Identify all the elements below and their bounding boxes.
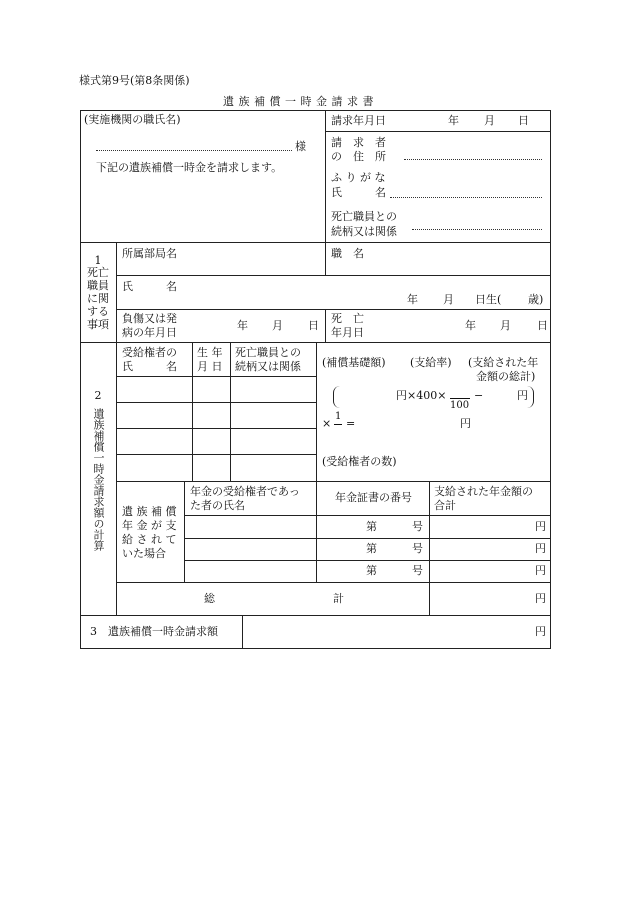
rule-total-top	[116, 582, 551, 583]
table-border-top	[80, 110, 551, 111]
pension-col-total-2: 合計	[434, 499, 456, 512]
cert-row2-dai: 第	[366, 542, 377, 555]
col-recipient-2: 氏 名	[122, 360, 177, 373]
claimant-name-field[interactable]	[390, 197, 542, 198]
injury-date-label-2: 病の年月日	[122, 326, 177, 339]
section2-number: 2	[94, 389, 102, 402]
rule-pension-col1	[184, 481, 185, 582]
furigana-label: ふ り が な	[331, 171, 386, 184]
death-date-label-1: 死 亡	[331, 312, 364, 325]
recipient-count-label: (受給権者の数)	[322, 455, 397, 468]
pension-case-3: 給 さ れ て	[122, 533, 177, 546]
pension-col-name-1: 年金の受給権者であっ	[190, 485, 300, 498]
cert-row3-go: 号	[412, 564, 423, 577]
formula-eq: =	[346, 417, 356, 430]
pension-case-1: 遺 族 補 償	[122, 505, 177, 518]
col-recipient-1: 受給権者の	[122, 346, 177, 359]
rule-recipient-row2	[116, 402, 316, 403]
rule-side-column	[116, 242, 117, 615]
post-label: 職 名	[331, 247, 364, 260]
death-day: 日	[537, 319, 548, 332]
rule-pension-row2	[184, 560, 551, 561]
agency-name-field[interactable]	[96, 150, 292, 151]
cert-row1-go: 号	[412, 520, 423, 533]
rule-pension-row1	[184, 538, 551, 539]
rule-recipient-col2	[230, 342, 231, 481]
pension-case-2: 年 金 が 支	[122, 519, 177, 532]
bracket-left	[333, 386, 340, 408]
request-date-month: 月	[484, 114, 495, 127]
death-date-label-2: 年月日	[331, 326, 364, 339]
formula-one: 1	[335, 411, 342, 422]
claimant-name-label: 氏 名	[331, 186, 386, 199]
form-number: 様式第9号(第8条関係)	[79, 74, 190, 87]
cert-row1-yen: 円	[535, 520, 546, 533]
rule-calc-divider	[316, 342, 317, 481]
agency-label: (実施機関の職氏名)	[84, 113, 181, 126]
pension-col-cert: 年金証書の番号	[335, 491, 412, 504]
injury-year: 年	[237, 319, 248, 332]
pension-case-4: いた場合	[122, 547, 166, 560]
dept-label: 所属部局名	[122, 247, 177, 260]
pension-col-total-1: 支給された年金額の	[434, 485, 533, 498]
formula-minus: −	[474, 389, 484, 402]
formula-times: ×	[322, 417, 332, 430]
claimant-address-field[interactable]	[404, 159, 542, 160]
birth-month: 月	[443, 293, 454, 306]
request-date-year: 年	[448, 114, 459, 127]
rule-section1-mid-a	[325, 242, 326, 275]
total-so: 総	[204, 592, 215, 605]
death-year: 年	[465, 319, 476, 332]
section1-number: 1	[94, 254, 102, 267]
formula-one-bar	[334, 424, 342, 425]
calc-rate-label: (支給率)	[410, 356, 452, 369]
cert-row2-go: 号	[412, 542, 423, 555]
table-border-right	[550, 110, 551, 649]
section3-yen: 円	[535, 625, 546, 638]
rule-pension-header	[184, 515, 551, 516]
injury-day: 日	[308, 319, 319, 332]
formula-yen-end: 円	[517, 389, 528, 402]
formula-result-yen: 円	[460, 417, 471, 430]
claimant-address-label-1: 請 求 者	[331, 136, 386, 149]
rule-section3-top	[80, 615, 551, 616]
rule-pension-col2	[316, 481, 317, 582]
calc-paid-label-2: 金額の総計)	[476, 370, 536, 383]
cert-row3-dai: 第	[366, 564, 377, 577]
bracket-right	[527, 386, 534, 408]
relation-label-2: 続柄又は関係	[331, 225, 397, 238]
rule-recipient-row3	[116, 428, 316, 429]
age-label: 歳)	[528, 293, 544, 306]
col-relation-2: 続柄又は関係	[235, 360, 301, 373]
total-yen: 円	[535, 592, 546, 605]
death-month: 月	[500, 319, 511, 332]
rule-under-request-date	[325, 131, 551, 132]
section2-side-label: 遺族補償一時金請求額の計算	[92, 408, 105, 551]
rule-section1-row2	[116, 309, 551, 310]
birth-day: 日生(	[475, 293, 502, 306]
section3-label: 3 遺族補償一時金請求額	[90, 625, 218, 638]
rule-top-divider	[325, 110, 326, 242]
col-birth-2: 月 日	[197, 360, 223, 373]
rule-pension-top	[116, 481, 551, 482]
rule-section1-top	[80, 242, 551, 243]
rule-pension-col3	[429, 481, 430, 615]
rule-section3-divider	[242, 615, 243, 648]
formula-fraction-bar	[450, 398, 470, 399]
relation-label-1: 死亡職員との	[331, 210, 397, 223]
request-sentence: 下記の遺族補償一時金を請求します。	[96, 161, 283, 174]
calc-base-label: (補償基礎額)	[322, 356, 386, 369]
relation-field[interactable]	[412, 229, 542, 230]
table-border-left	[80, 110, 81, 649]
cert-row3-yen: 円	[535, 564, 546, 577]
form-title: 遺 族 補 償 一 時 金 請 求 書	[223, 95, 374, 108]
col-birth-1: 生 年	[197, 346, 223, 359]
deceased-name-label: 氏 名	[122, 280, 177, 293]
rule-recipient-row4	[116, 454, 316, 455]
calc-paid-label-1: (支給された年	[468, 356, 539, 369]
sama-label: 様	[295, 140, 306, 153]
request-date-day: 日	[518, 114, 529, 127]
request-date-label: 請求年月日	[331, 114, 386, 127]
formula-mid: 円×400×	[396, 389, 447, 402]
section1-side-label: 死亡職員に関する事項	[87, 266, 109, 331]
formula-denominator: 100	[450, 400, 470, 411]
rule-section1-row1	[116, 275, 551, 276]
rule-recipient-col1	[192, 342, 193, 481]
col-relation-1: 死亡職員との	[235, 346, 301, 359]
pension-col-name-2: た者の氏名	[190, 499, 245, 512]
injury-date-label-1: 負傷又は発	[122, 312, 177, 325]
claimant-address-label-2: の 住 所	[331, 150, 386, 163]
rule-recipient-row1	[116, 376, 316, 377]
total-kei: 計	[333, 592, 344, 605]
cert-row1-dai: 第	[366, 520, 377, 533]
injury-month: 月	[272, 319, 283, 332]
table-border-bottom	[80, 648, 551, 649]
cert-row2-yen: 円	[535, 542, 546, 555]
rule-section1-mid-b	[325, 309, 326, 342]
birth-year: 年	[407, 293, 418, 306]
